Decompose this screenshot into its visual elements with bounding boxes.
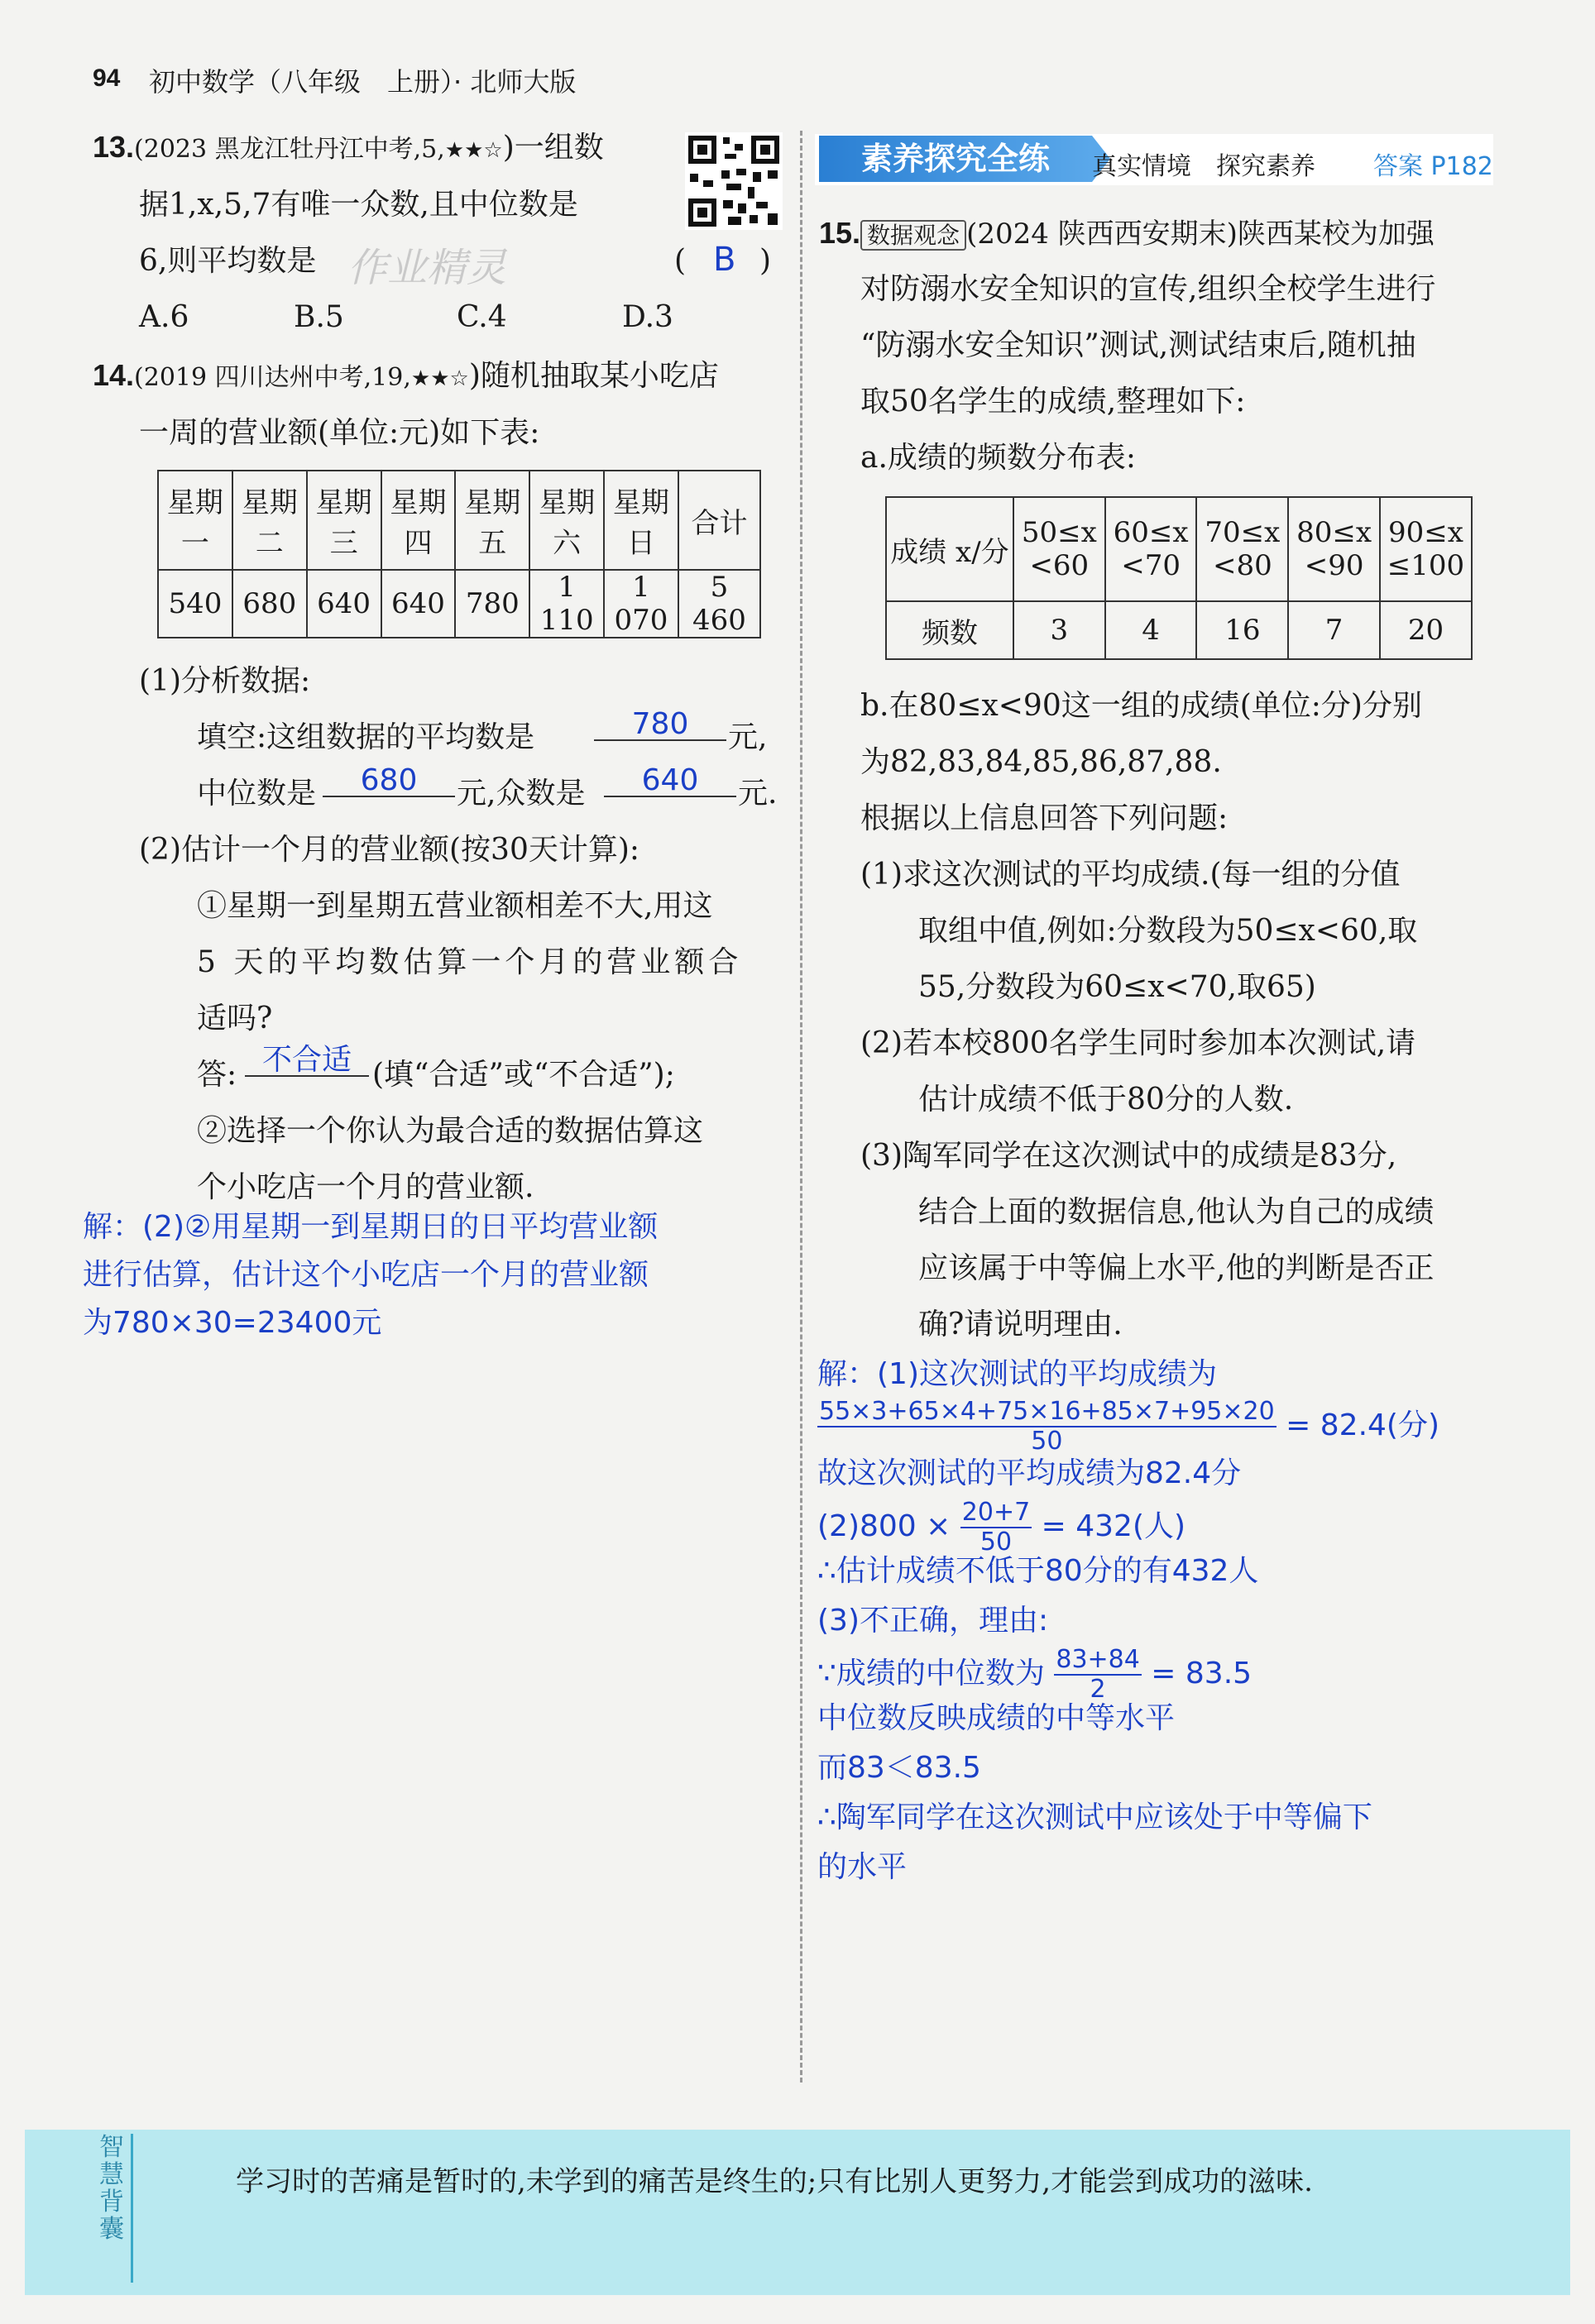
banner-subtitle: 真实情境 探究素养 — [1092, 152, 1315, 181]
table-cell: 16 — [1196, 601, 1288, 659]
q14-part2: (2)估计一个月的营业额(按30天计算): — [139, 833, 640, 867]
book-title: 初中数学（八年级 上册）· 北师大版 — [149, 66, 577, 98]
q14-fill-a-unit: 元, — [728, 720, 768, 754]
table-row — [158, 570, 760, 638]
banner-title: 素养探究全练 — [819, 136, 1092, 182]
table-cell: 星期 五 — [455, 471, 529, 570]
table-cell: 640 — [381, 570, 456, 638]
q13-line3: 6,则平均数是 — [139, 244, 317, 278]
q14-part2-i-l3: 适吗? — [197, 1002, 273, 1035]
q13-option-c: C.4 — [457, 300, 507, 334]
q13-option-a: A.6 — [139, 300, 189, 334]
q15-sol-4: ∴估计成绩不低于80分的有432人 — [817, 1554, 1259, 1588]
footer-band — [25, 2130, 1570, 2295]
fraction: $\frac{83+84}{2}$ — [1056, 1645, 1140, 1704]
q15-sol-5: (3)不正确，理由: — [817, 1604, 1049, 1638]
q14-line1: 14.(2019 四川达州中考,19,★★☆)随机抽取某小吃店 — [93, 358, 719, 393]
q15-tag: 数据观念 — [860, 220, 966, 251]
table-cell: 540 — [158, 570, 232, 638]
table-cell: 星期 日 — [604, 471, 678, 570]
q15-sol-8: 而83＜83.5 — [817, 1751, 981, 1785]
difficulty-stars-icon: ★★☆ — [410, 366, 469, 391]
footer-side-label: 智慧背囊 — [93, 2134, 133, 2283]
q15-sub1-l1: (1)求这次测试的平均成绩.(每一组的分值 — [860, 858, 1401, 892]
qr-code-icon — [685, 132, 783, 230]
fraction: $\frac{55\times 3+65\times 4+75\times 16+85\times 7+95\times 20}{50}$ — [819, 1397, 1275, 1456]
q14-part2-i-l2: 5 天的平均数估算一个月的营业额合 — [197, 945, 743, 979]
q15-sol-frac1: $\frac{55\times 3+65\times 4+75\times 16+85\times 7+95\times 20}{50}$ = 82.4(分) — [819, 1397, 1440, 1456]
fraction: $\frac{20+7}{50}$ — [961, 1498, 1031, 1557]
q14-suitable-answer: 不合适 — [245, 1045, 369, 1077]
q13-source: (2023 黑龙江牡丹江中考,5, — [134, 135, 445, 164]
table-cell: 4 — [1105, 601, 1197, 659]
q14-median-answer: 680 — [323, 766, 455, 797]
q15-line2: 对防溺水安全知识的宣传,组织全校学生进行 — [860, 272, 1436, 306]
q15-number: 15. — [819, 216, 861, 250]
table-cell: 680 — [232, 570, 307, 638]
q14-fill-c-unit: 元. — [738, 777, 778, 811]
q15-sub2-l2: 估计成绩不低于80分的人数. — [918, 1083, 1294, 1117]
answer-reference: 答案 P182 — [1373, 152, 1493, 181]
table-cell: 780 — [455, 570, 529, 638]
q15-a-label: a.成绩的频数分布表: — [860, 441, 1137, 475]
q15-sol-frac3: ∵成绩的中位数为 $\frac{83+84}{2}$ = 83.5 — [817, 1645, 1253, 1704]
q15-line4: 取50名学生的成绩,整理如下: — [860, 385, 1246, 418]
q14-fill-b-mid: 元,众数是 — [457, 777, 586, 811]
table-cell: 星期 六 — [529, 471, 604, 570]
table-cell: 星期 四 — [381, 471, 456, 570]
q15-sol-10: 的水平 — [817, 1850, 908, 1884]
table-row — [158, 471, 760, 570]
table-cell: 合计 — [678, 471, 760, 570]
q13-line1: 13.(2023 黑龙江牡丹江中考,5,★★☆)一组数 — [93, 130, 604, 165]
q13-option-d: D.3 — [622, 300, 673, 334]
table-cell: 1 070 — [604, 570, 678, 638]
table-cell: 成绩 x/分 — [886, 497, 1013, 601]
q15-sub3-l2: 结合上面的数据信息,他认为自己的成绩 — [918, 1195, 1435, 1229]
table-cell: 星期 二 — [232, 471, 307, 570]
q14-part2-ii-l1: ②选择一个你认为最合适的数据估算这 — [197, 1114, 704, 1148]
table-cell: 1 110 — [529, 570, 604, 638]
table-cell: 70≤x <80 — [1196, 497, 1288, 601]
table-cell: 640 — [307, 570, 381, 638]
q14-answer-hint: (填“合适”或“不合适”); — [372, 1058, 675, 1092]
q14-part2-i-l1: ①星期一到星期五营业额相差不大,用这 — [197, 889, 713, 923]
q14-answer-label: 答: — [197, 1058, 237, 1092]
q15-frequency-table — [885, 496, 1473, 660]
page-number: 94 — [93, 65, 121, 92]
table-cell: 80≤x <90 — [1288, 497, 1380, 601]
q14-mode-answer: 640 — [604, 766, 736, 797]
table-cell: 90≤x ≤100 — [1380, 497, 1472, 601]
table-cell: 60≤x <70 — [1105, 497, 1197, 601]
table-cell: 20 — [1380, 601, 1472, 659]
q15-line1: 15. 数据观念 (2024 陕西西安期末)陕西某校为加强 — [819, 216, 1435, 251]
q15-sol-2: 故这次测试的平均成绩为82.4分 — [817, 1456, 1242, 1490]
q14-source: (2019 四川达州中考,19, — [134, 363, 411, 392]
q14-solution-l2: 进行估算，估计这个小吃店一个月的营业额 — [83, 1258, 649, 1292]
q15-b-l2: 为82,83,84,85,86,87,88. — [860, 745, 1222, 779]
q15-sub1-l3: 55,分数段为60≤x<70,取65) — [918, 970, 1316, 1004]
q13-paren-open: ( — [674, 244, 687, 278]
q14-sales-table — [157, 470, 761, 638]
table-row — [886, 497, 1472, 601]
table-cell: 3 — [1013, 601, 1105, 659]
q13-option-b: B.5 — [294, 300, 344, 334]
q15-sol-7: 中位数反映成绩的中等水平 — [817, 1701, 1176, 1735]
q14-number: 14. — [93, 358, 135, 392]
table-cell: 50≤x <60 — [1013, 497, 1105, 601]
watermark: 作业精灵 — [347, 245, 507, 291]
q14-fill-b: 中位数是 — [197, 777, 317, 811]
q15-sub3-l3: 应该属于中等偏上水平,他的判断是否正 — [918, 1251, 1435, 1285]
q14-mean-answer: 780 — [594, 710, 726, 741]
q13-paren-close: ) — [759, 244, 772, 278]
table-cell: 7 — [1288, 601, 1380, 659]
table-cell: 星期 三 — [307, 471, 381, 570]
column-divider — [800, 131, 802, 2083]
q15-sol-9: ∴陶军同学在这次测试中应该处于中等偏下 — [817, 1800, 1372, 1834]
footer-quote: 学习时的苦痛是暂时的,未学到的痛苦是终生的;只有比别人更努力,才能尝到成功的滋味. — [236, 2165, 1313, 2198]
table-cell: 频数 — [886, 601, 1013, 659]
q15-sub3-l4: 确?请说明理由. — [918, 1308, 1123, 1341]
q13-line2: 据1,x,5,7有唯一众数,且中位数是 — [139, 188, 578, 222]
q15-sub3-l1: (3)陶军同学在这次测试中的成绩是83分, — [860, 1139, 1397, 1173]
q14-solution-l3: 为780×30=23400元 — [83, 1306, 382, 1340]
difficulty-stars-icon: ★★☆ — [444, 138, 503, 163]
q15-sol-1: 解：(1)这次测试的平均成绩为 — [817, 1357, 1217, 1391]
table-cell: 星期 一 — [158, 471, 232, 570]
table-row — [886, 601, 1472, 659]
q14-solution-l1: 解：(2)②用星期一到星期日的日平均营业额 — [83, 1210, 659, 1244]
q15-sub2-l1: (2)若本校800名学生同时参加本次测试,请 — [860, 1026, 1416, 1060]
q15-b-l1: b.在80≤x<90这一组的成绩(单位:分)分别 — [860, 689, 1422, 723]
q15-sol-frac2: (2)800 × $\frac{20+7}{50}$ = 432(人) — [817, 1498, 1186, 1557]
q15-sub1-l2: 取组中值,例如:分数段为50≤x<60,取 — [918, 914, 1418, 948]
q14-line2: 一周的营业额(单位:元)如下表: — [139, 416, 540, 450]
q14-part2-ii-l2: 个小吃店一个月的营业额. — [197, 1170, 534, 1204]
q13-number: 13. — [93, 130, 135, 164]
q14-part1: (1)分析数据: — [139, 664, 311, 698]
q14-fill-a: 填空:这组数据的平均数是 — [197, 720, 535, 754]
q15-prompt: 根据以上信息回答下列问题: — [860, 801, 1229, 835]
q15-line3: “防溺水安全知识”测试,测试结束后,随机抽 — [860, 328, 1416, 362]
q13-answer: B — [713, 241, 736, 279]
table-cell: 5 460 — [678, 570, 760, 638]
